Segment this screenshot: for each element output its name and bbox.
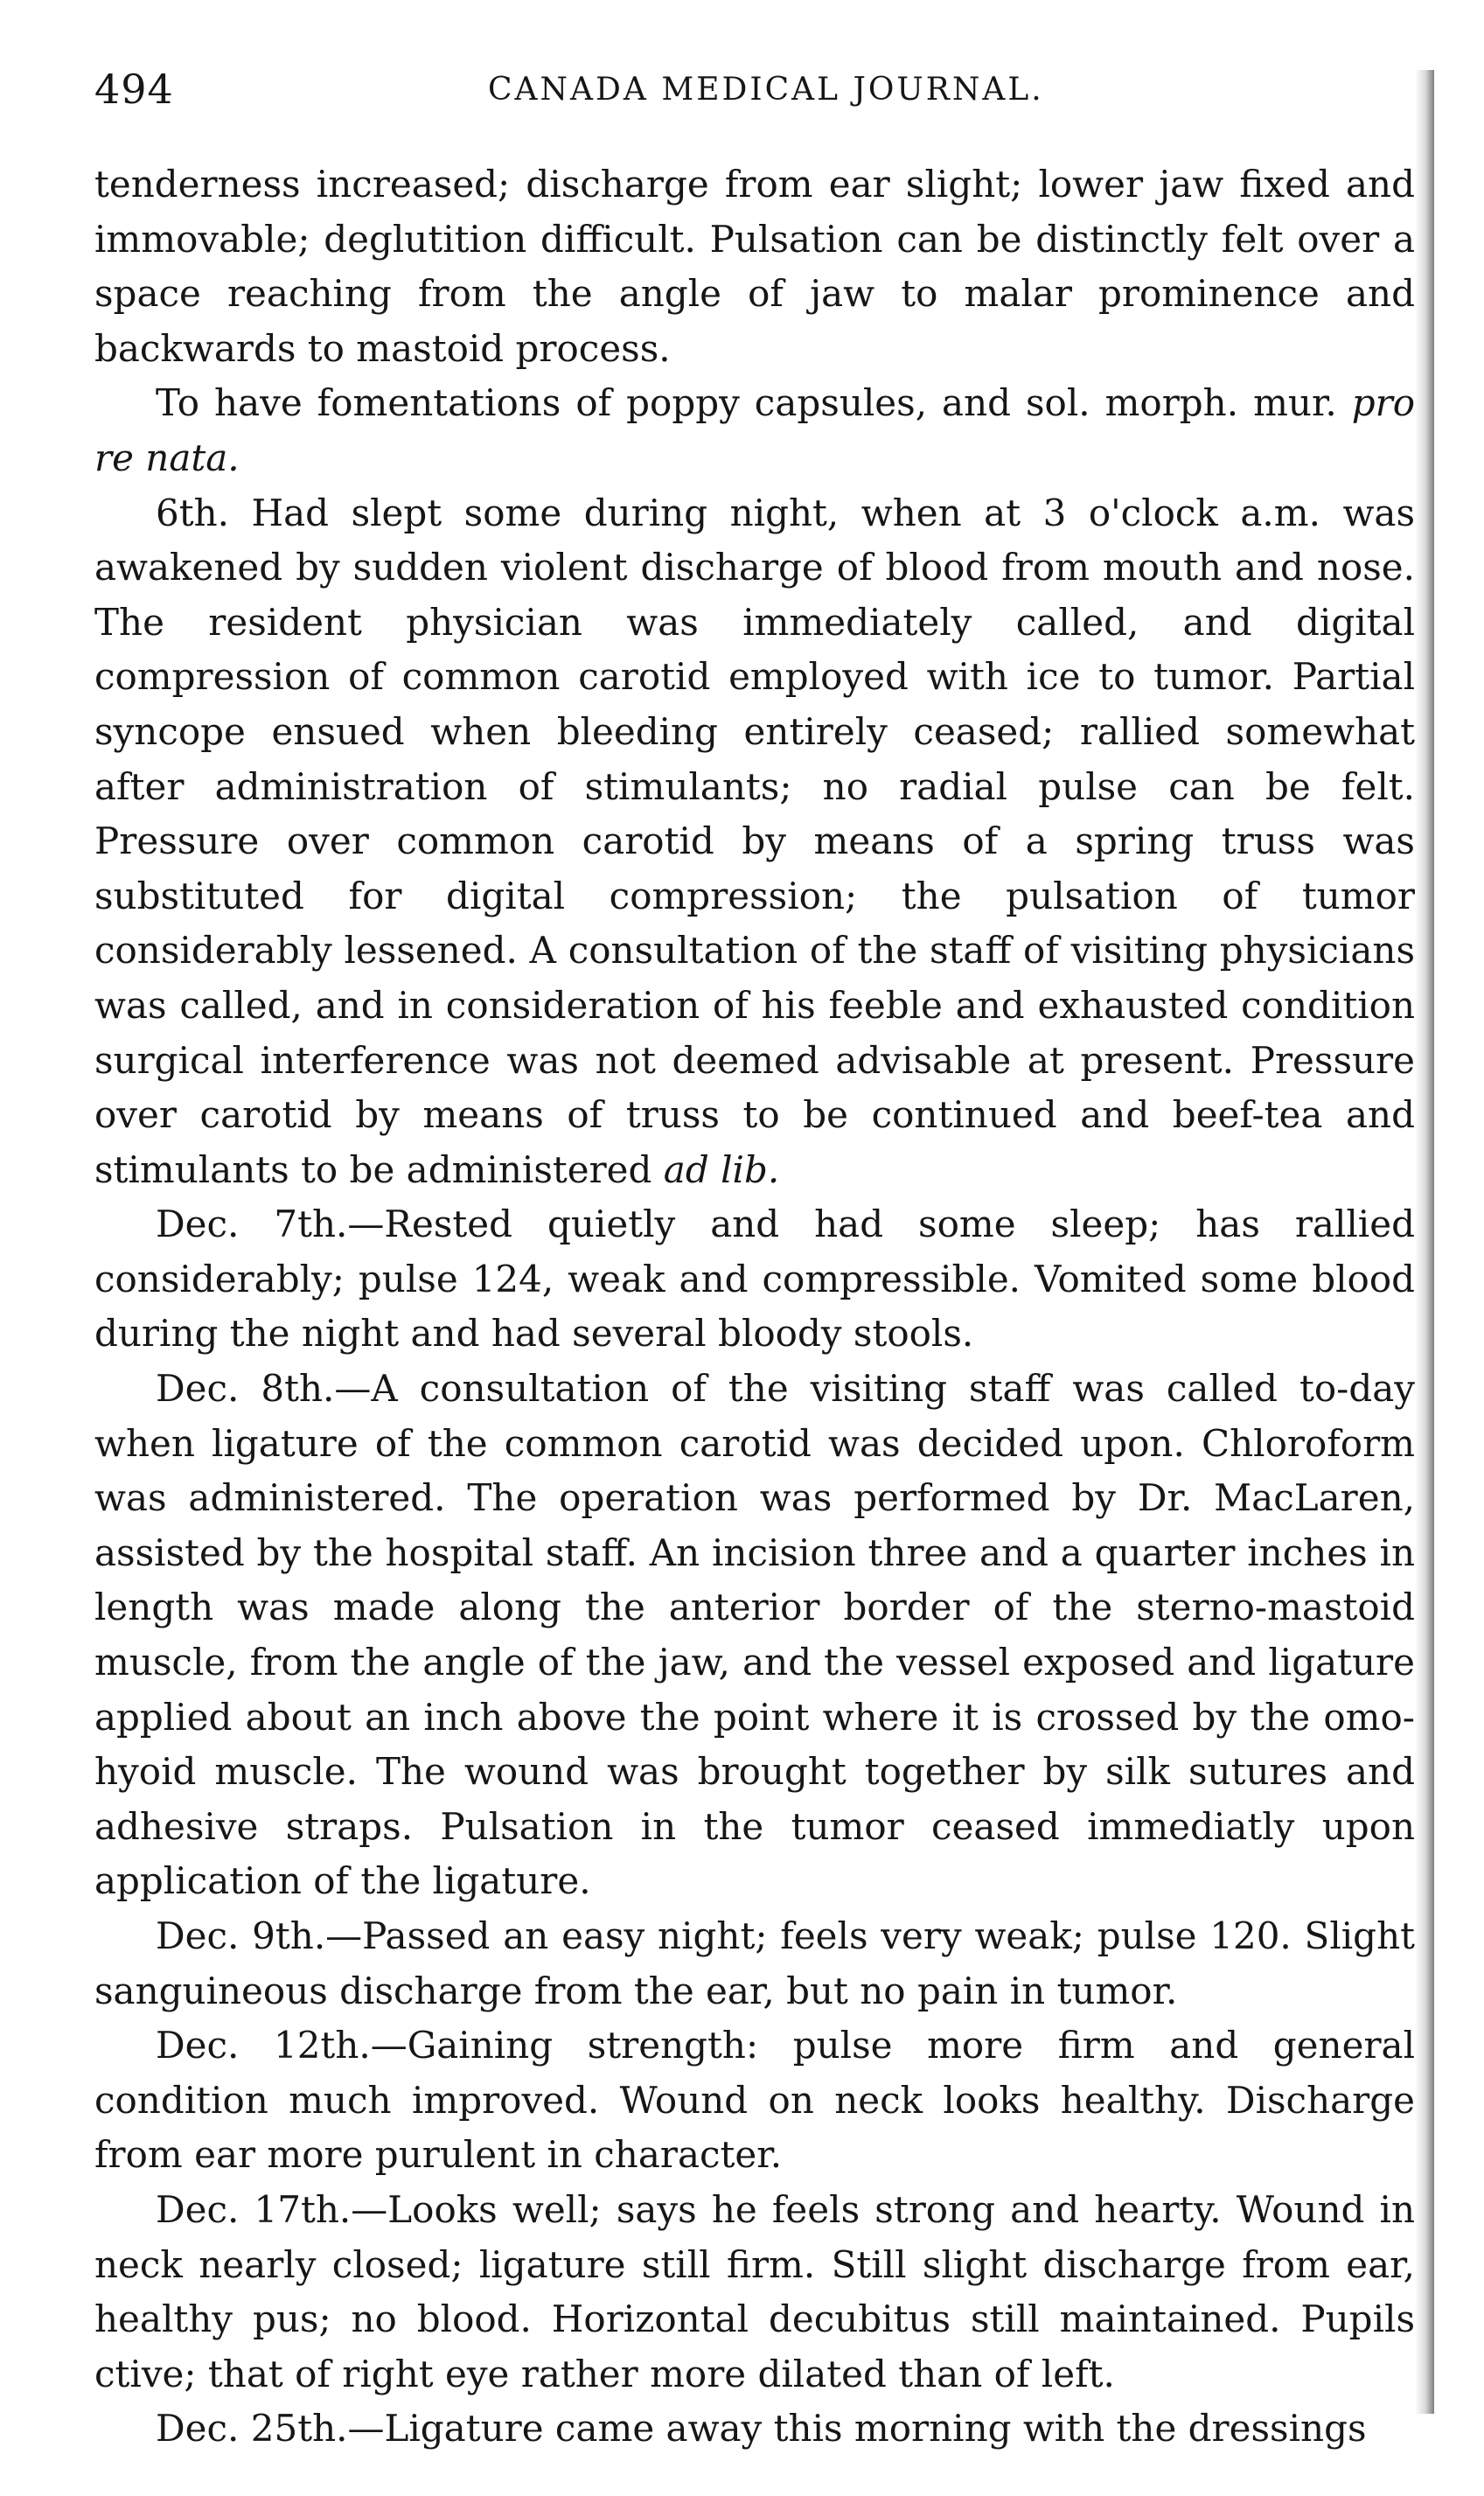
paragraph-text: 6th. Had slept some during night, when at 3 o'clock a.m. was awakened by sudden violent discharge of blood from mouth and nose. The resident physician was immediately called, and digital compression of common carotid employed with ice to tumor. Partial syncope ensued when bleeding entirely ceased; rallied somewhat after administration of stimulants; no radial pulse can be felt. Pressure over common carotid by means of a spring truss was substituted for digital compression; the pulsation of tumor considerably lessened. A consultation of the staff of visiting physicians was called, and in consideration of his feeble and exhausted condition surgical interference was not deemed advisable at present. Pressure over carotid by means of truss to be continued and beef-tea and stimulants to be administered [94, 491, 1415, 1191]
paragraph-text: Dec. 7th.—Rested quietly and had some sleep; has rallied considerably; pulse 124, weak and compressible. Vomited some blood during the night and had several bloody stools. [94, 1203, 1415, 1356]
paragraph-3 [94, 486, 1415, 1198]
paragraph-italic-phrase: ad lib. [663, 1147, 780, 1191]
paragraph-2 [94, 376, 1415, 485]
paragraph-9 [94, 2402, 1415, 2457]
paragraph-text: Dec. 25th.—Ligature came away this morning with the dressings [156, 2407, 1367, 2451]
paragraph-1 [94, 157, 1415, 376]
paragraph-5 [94, 1362, 1415, 1909]
paragraph-italic-phrase: pro re nata. [94, 381, 1415, 479]
article-body [94, 157, 1415, 2457]
paragraph-text: Dec. 8th.—A consultation of the visiting staff was called to-day when ligature of the common carotid was decided upon. Chloroform was administered. The operation was performed by Dr. MacLaren, assisted by the hospital staff. An incision three and a quarter inches in length was made along the anterior border of the sterno-mastoid muscle, from the angle of the jaw, and the vessel exposed and ligature applied about an inch above the point where it is crossed by the omo-hyoid muscle. The wound was brought together by silk sutures and adhesive straps. Pulsation in the tumor ceased immediatly upon application of the ligature. [94, 1367, 1415, 1903]
page-binding-shadow [1415, 70, 1434, 2414]
paragraph-text: Dec. 17th.—Looks well; says he feels strong and hearty. Wound in neck nearly closed; ligature still firm. Still slight discharge from ear, healthy pus; no blood. Horizontal decubitus still maintained. Pupils ctive; that of right eye rather more dilated than of left. [94, 2187, 1415, 2395]
running-head [94, 63, 1397, 115]
journal-title: CANADA MEDICAL JOURNAL. [488, 72, 1044, 108]
paragraph-8 [94, 2183, 1415, 2402]
paragraph-text: Dec. 9th.—Passed an easy night; feels very weak; pulse 120. Slight sanguineous discharge from the ear, but no pain in tumor. [94, 1914, 1415, 2012]
paragraph-text: tenderness increased; discharge from ear slight; lower jaw fixed and immovable; deglutition difficult. Pulsation can be distinctly felt over a space reaching from the angle of jaw to malar prominence and backwards to mastoid process. [94, 163, 1415, 370]
paragraph-text: To have fomentations of poppy capsules, and sol. morph. mur. [156, 381, 1337, 425]
paragraph-text: Dec. 12th.—Gaining strength: pulse more firm and general condition much improved. Wound on neck looks healthy. Discharge from ear more purulent in character. [94, 2024, 1415, 2177]
page-number: 494 [94, 66, 174, 113]
paragraph-7 [94, 2018, 1415, 2183]
paragraph-4 [94, 1197, 1415, 1362]
paragraph-6 [94, 1909, 1415, 2018]
